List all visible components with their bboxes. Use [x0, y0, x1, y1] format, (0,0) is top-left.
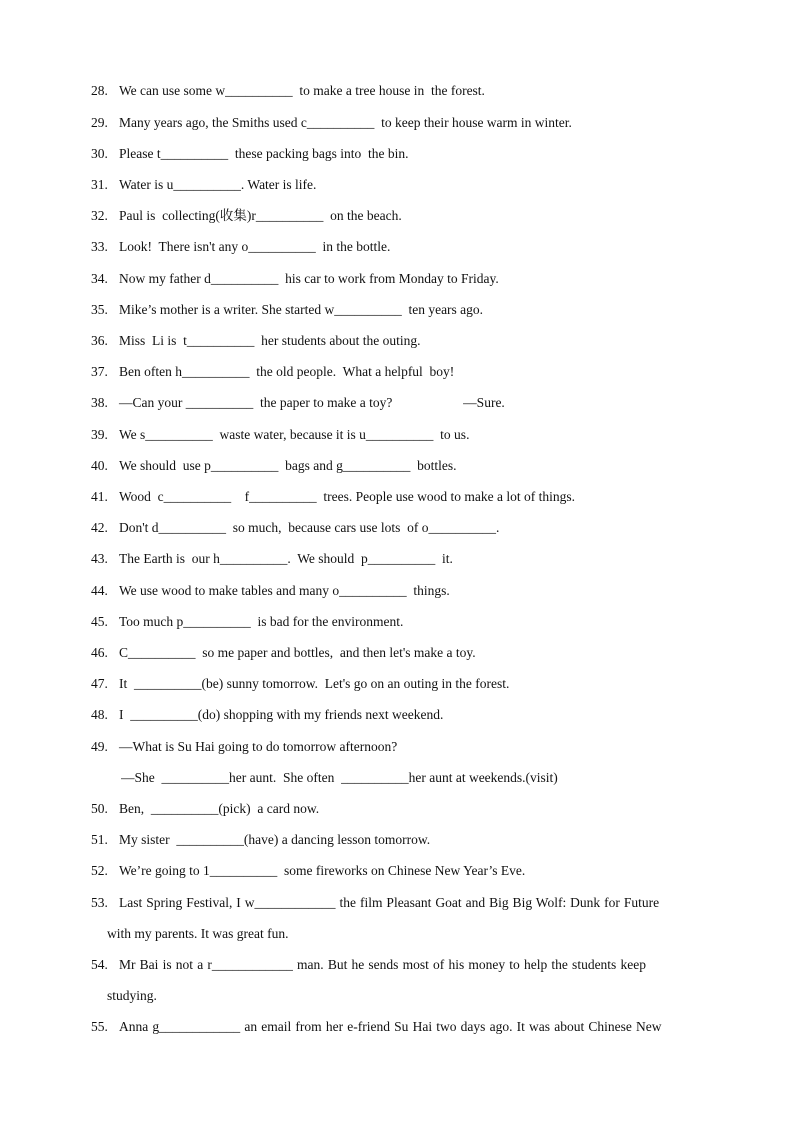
exercise-text: studying. [107, 988, 157, 1003]
exercise-46 [91, 644, 703, 662]
exercise-text: Miss Li is t__________ her students about the outing. [119, 333, 421, 348]
exercise-text: Paul is collecting(收集)r__________ on the beach. [119, 208, 402, 223]
exercise-text: Too much p__________ is bad for the environment. [119, 614, 404, 629]
exercise-text: Last Spring Festival, I w____________ the film Pleasant Goat and Big Big Wolf: Dunk for Future [119, 895, 660, 910]
exercise-number: 53. [91, 895, 108, 910]
exercise-text: The Earth is our h__________. We should p__________ it. [119, 551, 453, 566]
exercise-number: 36. [91, 333, 108, 348]
exercise-45 [91, 613, 703, 631]
exercise-51 [91, 831, 703, 849]
exercise-30 [91, 145, 703, 163]
exercise-36 [91, 332, 703, 350]
exercise-text: My sister __________(have) a dancing lesson tomorrow. [119, 832, 431, 847]
exercise-text: We should use p__________ bags and g__________ bottles. [119, 458, 457, 473]
exercise-number: 30. [91, 146, 108, 161]
exercise-number: 43. [91, 551, 108, 566]
exercise-number: 28. [91, 83, 108, 98]
exercise-37 [91, 363, 703, 381]
exercise-text: Wood c__________ f__________ trees. People use wood to make a lot of things. [119, 489, 575, 504]
exercise-number: 49. [91, 739, 108, 754]
exercise-32 [91, 207, 703, 225]
exercise-49 [91, 738, 703, 756]
exercise-text: We can use some w__________ to make a tree house in the forest. [119, 83, 485, 98]
exercise-48 [91, 706, 703, 724]
exercise-number: 40. [91, 458, 108, 473]
exercise-38 [91, 394, 703, 412]
exercise-28 [91, 82, 703, 100]
exercise-52 [91, 862, 703, 880]
exercise-text: We s__________ waste water, because it is u__________ to us. [119, 427, 470, 442]
exercise-35 [91, 301, 703, 319]
exercise-number: 44. [91, 583, 108, 598]
exercise-number: 37. [91, 364, 108, 379]
exercise-text: with my parents. It was great fun. [107, 926, 289, 941]
exercise-53-continuation [107, 925, 703, 943]
exercise-number: 52. [91, 863, 108, 878]
exercise-39 [91, 426, 703, 444]
exercise-47 [91, 675, 703, 693]
exercise-40 [91, 457, 703, 475]
exercise-text: Mike’s mother is a writer. She started w__________ ten years ago. [119, 302, 484, 317]
exercise-number: 29. [91, 115, 108, 130]
exercise-number: 38. [91, 395, 108, 410]
exercise-43 [91, 550, 703, 568]
exercise-number: 54. [91, 957, 108, 972]
exercise-53 [91, 894, 703, 912]
exercise-54 [91, 956, 703, 974]
exercise-number: 45. [91, 614, 108, 629]
exercise-text: Many years ago, the Smiths used c__________ to keep their house warm in winter. [119, 115, 572, 130]
exercise-number: 33. [91, 239, 108, 254]
exercise-text: Ben, __________(pick) a card now. [119, 801, 320, 816]
exercise-number: 32. [91, 208, 108, 223]
exercise-number: 42. [91, 520, 108, 535]
exercise-34 [91, 270, 703, 288]
exercise-number: 51. [91, 832, 108, 847]
exercise-number: 31. [91, 177, 108, 192]
exercise-number: 55. [91, 1019, 108, 1034]
exercise-44 [91, 582, 703, 600]
exercise-text: Ben often h__________ the old people. What a helpful boy! [119, 364, 455, 379]
exercise-50 [91, 800, 703, 818]
exercise-text: Don't d__________ so much, because cars use lots of o__________. [119, 520, 500, 535]
exercise-55 [91, 1018, 703, 1036]
exercise-text: We’re going to 1__________ some fireworks on Chinese New Year’s Eve. [119, 863, 526, 878]
exercise-text: Please t__________ these packing bags into the bin. [119, 146, 409, 161]
exercise-49-continuation [121, 769, 703, 787]
exercise-31 [91, 176, 703, 194]
exercise-number: 46. [91, 645, 108, 660]
exercise-text: I __________(do) shopping with my friends next weekend. [119, 707, 444, 722]
exercise-text: Now my father d__________ his car to work from Monday to Friday. [119, 271, 499, 286]
exercise-text: Mr Bai is not a r____________ man. But he sends most of his money to help the students keep [119, 957, 646, 972]
exercise-29 [91, 114, 703, 132]
exercise-text: It __________(be) sunny tomorrow. Let's go on an outing in the forest. [119, 676, 510, 691]
exercise-number: 47. [91, 676, 108, 691]
exercise-number: 35. [91, 302, 108, 317]
exercise-number: 41. [91, 489, 108, 504]
exercise-33 [91, 238, 703, 256]
exercise-54-continuation [107, 987, 703, 1005]
exercise-number: 48. [91, 707, 108, 722]
exercise-42 [91, 519, 703, 537]
exercise-text: Water is u__________. Water is life. [119, 177, 317, 192]
exercise-text: Anna g____________ an email from her e-friend Su Hai two days ago. It was about Chinese New [119, 1019, 662, 1034]
exercise-number: 34. [91, 271, 108, 286]
exercise-text: —Can your __________ the paper to make a toy? —Sure. [119, 395, 505, 410]
exercise-text: —What is Su Hai going to do tomorrow afternoon? [119, 739, 398, 754]
exercise-text: We use wood to make tables and many o__________ things. [119, 583, 450, 598]
exercise-41 [91, 488, 703, 506]
exercise-text: C__________ so me paper and bottles, and then let's make a toy. [119, 645, 476, 660]
exercise-number: 39. [91, 427, 108, 442]
exercise-text: Look! There isn't any o__________ in the bottle. [119, 239, 391, 254]
exercise-text: —She __________her aunt. She often __________her aunt at weekends.(visit) [121, 770, 558, 785]
exercise-number: 50. [91, 801, 108, 816]
